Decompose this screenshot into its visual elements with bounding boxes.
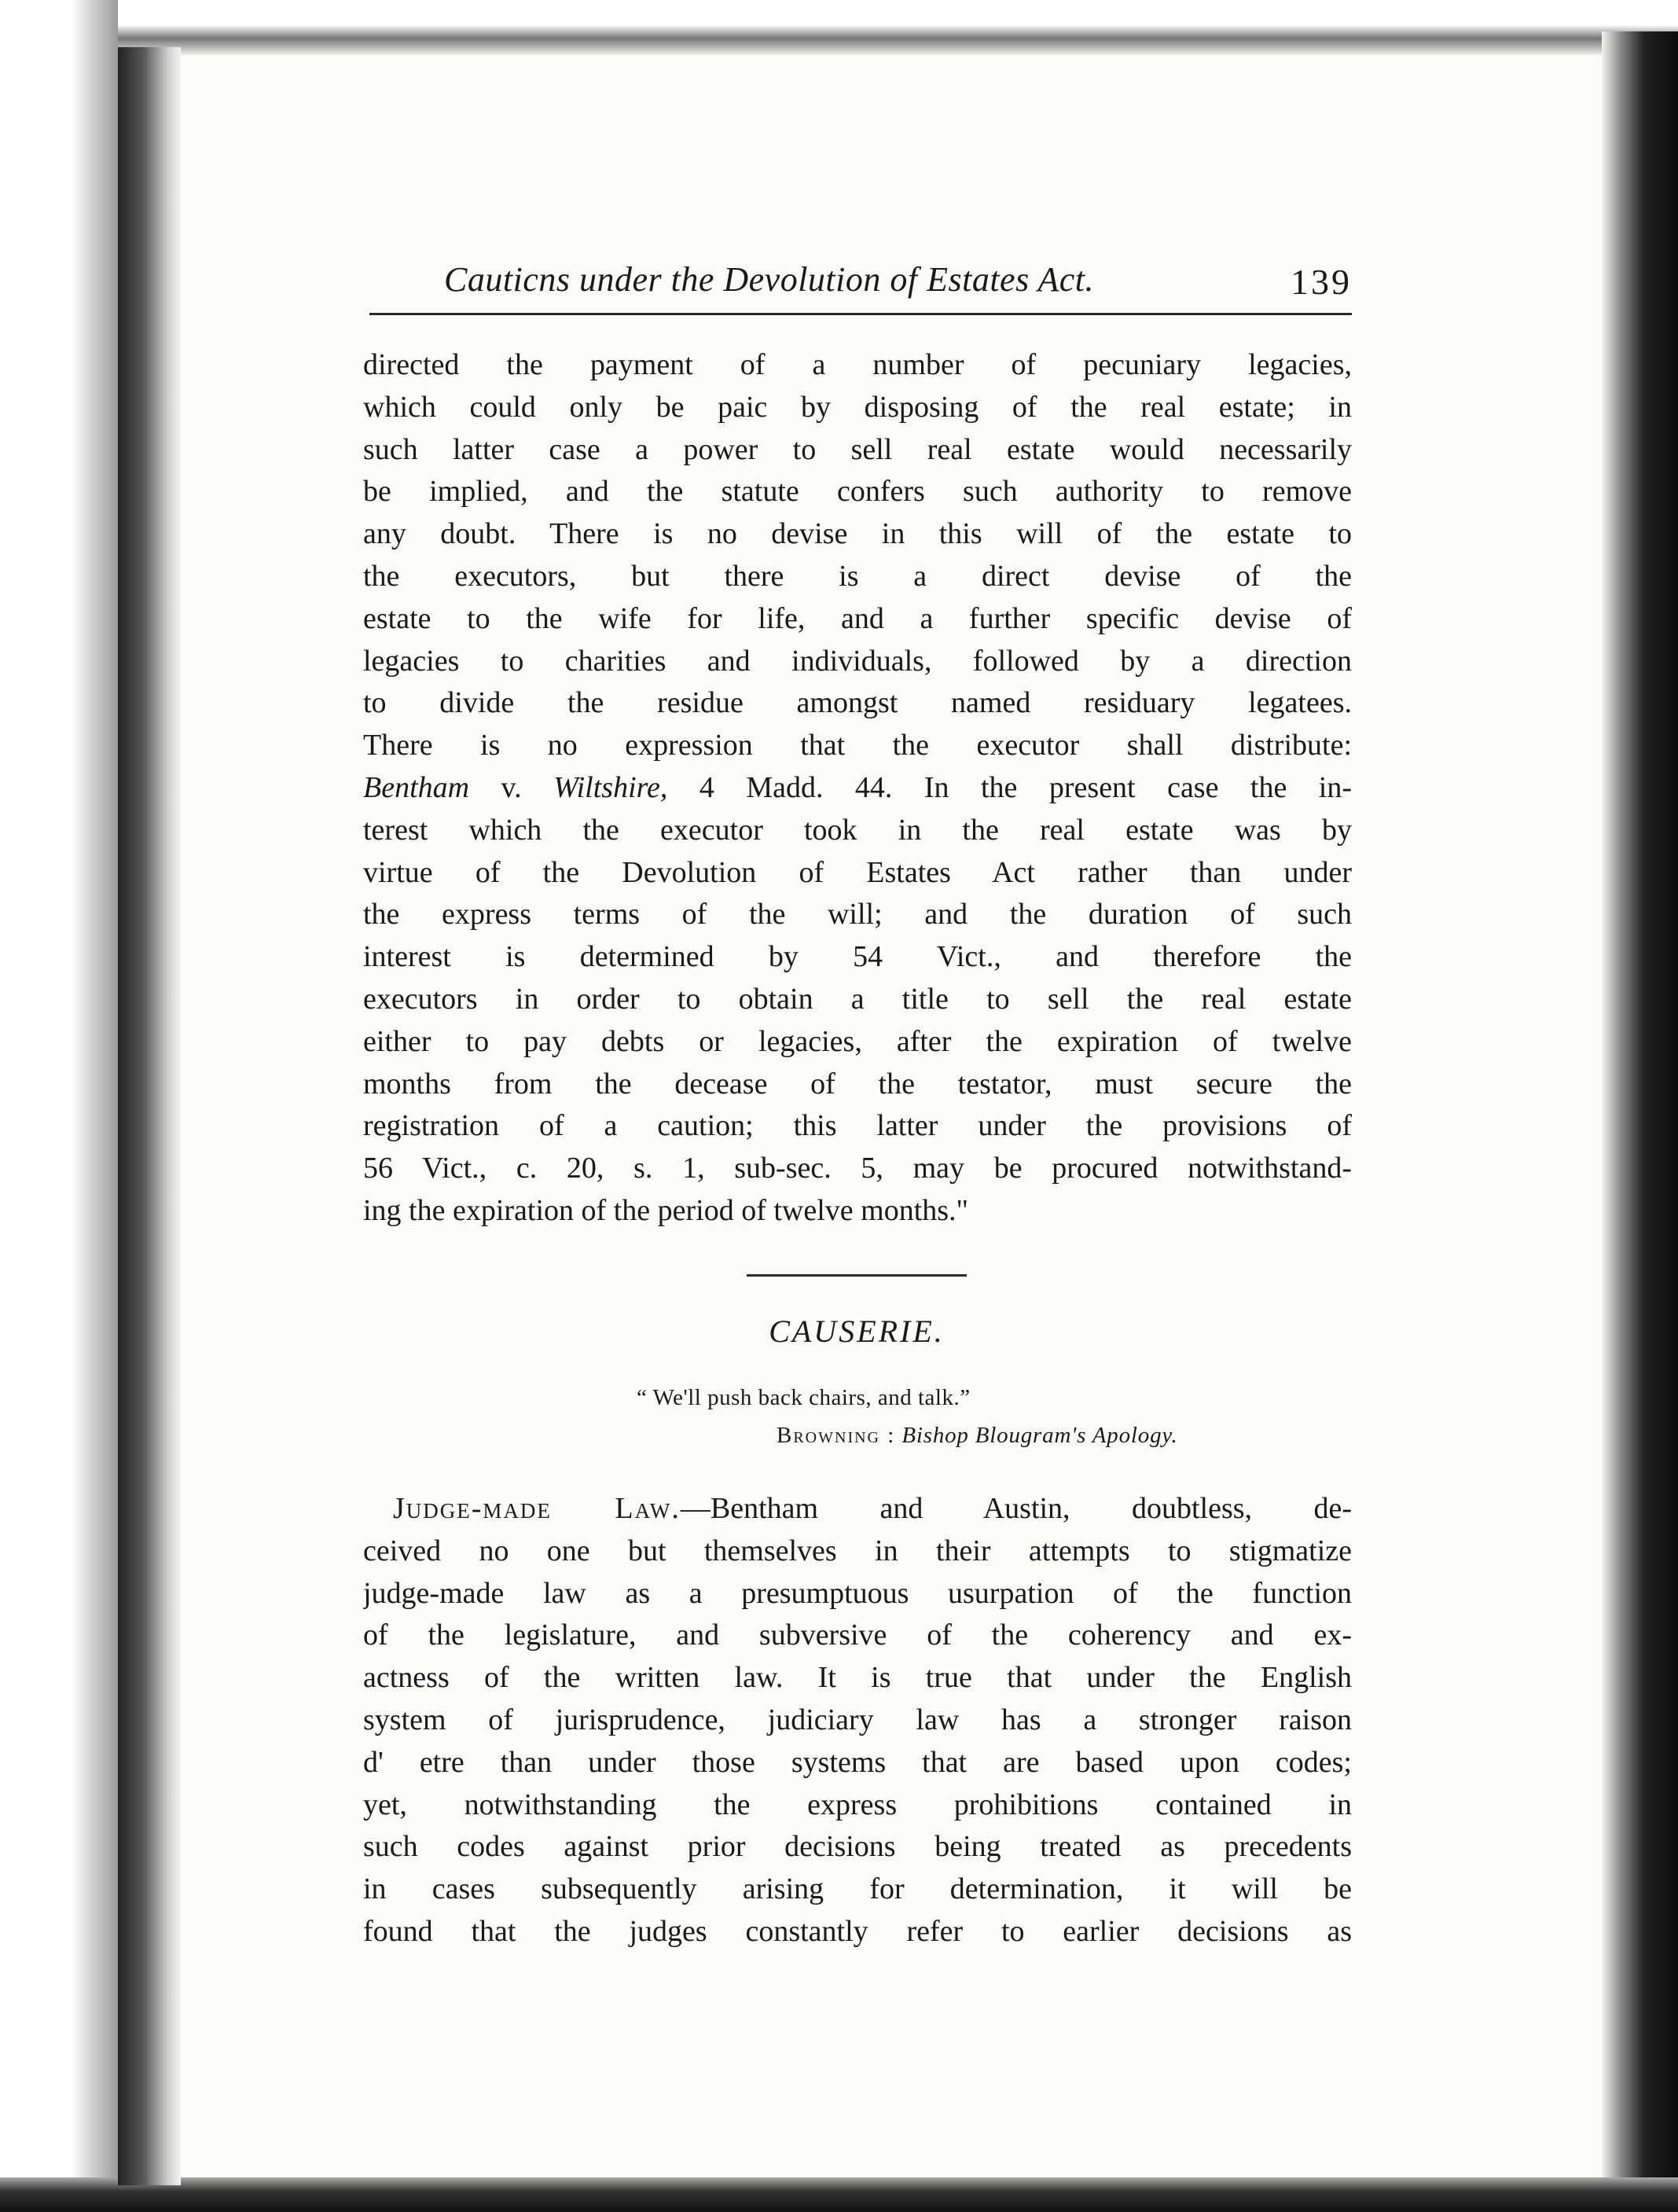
text-line: legacies to charities and individuals, followed by a direction [363, 644, 1352, 678]
text-line: ceived no one but themselves in their attempts to stigmatize [363, 1534, 1352, 1567]
text-line: judge-made law as a presumptuous usurpation of the function [363, 1576, 1352, 1610]
text-line: registration of a caution; this latter under the provisions of [363, 1109, 1352, 1143]
epigraph-quote: “ We'll push back chairs, and talk.” [637, 1385, 971, 1410]
scan-border-right [1602, 31, 1678, 2212]
text-line: There is no expression that the executor shall distribute: [363, 729, 1352, 762]
citation-line [363, 767, 1352, 810]
case-name: Wiltshire, [553, 770, 668, 804]
scan-border-top [118, 0, 1678, 55]
text-line: of the legislature, and subversive of the coherency and ex- [363, 1619, 1352, 1652]
case-versus: v. [501, 770, 522, 804]
text-line: estate to the wife for life, and a further specific devise of [363, 601, 1352, 635]
text-line: actness of the written law. It is true that under the English [363, 1661, 1352, 1695]
page-gutter-shadow [118, 47, 181, 2185]
epigraph-author: Browning : [777, 1423, 896, 1448]
paragraph-judge-made-law [363, 1488, 1352, 1953]
text-line: such latter case a power to sell real estate would necessarily [363, 432, 1352, 466]
citation-text: 4 Madd. 44. In the present case the in- [699, 770, 1352, 804]
text-line: system of jurisprudence, judiciary law has a stronger raison [363, 1703, 1352, 1736]
text-line: months from the decease of the testator, must secure the [363, 1067, 1352, 1100]
running-head [369, 259, 1352, 307]
text-line: terest which the executor took in the real estate was by [363, 813, 1352, 847]
case-name: Bentham [363, 770, 470, 804]
text-line: to divide the residue amongst named residuary legatees. [363, 686, 1352, 720]
paragraph-continued [363, 344, 1352, 1233]
text-line: either to pay debts or legacies, after the expiration of twelve [363, 1024, 1352, 1058]
text-line: found that the judges constantly refer to earlier decisions as [363, 1914, 1352, 1948]
text-line: any doubt. There is no devise in this will of the estate to [363, 517, 1352, 551]
text-line: be implied, and the statute confers such authority to remove [363, 475, 1352, 509]
text-line: executors in order to obtain a title to sell the real estate [363, 982, 1352, 1016]
running-head-title: Cauticns under the Devolution of Estates Act. [444, 260, 1095, 299]
text-line: ing the expiration of the period of twelve months." [363, 1193, 969, 1227]
scan-border-left [0, 0, 118, 2212]
text-line: such codes against prior decisions being treated as precedents [363, 1830, 1352, 1864]
text-line: the executors, but there is a direct devise of the [363, 559, 1352, 593]
header-rule [369, 313, 1352, 315]
text-line: interest is determined by 54 Vict., and therefore the [363, 940, 1352, 974]
text-line: virtue of the Devolution of Estates Act rather than under [363, 855, 1352, 889]
paragraph-lead-in: Judge-made Law. [393, 1492, 681, 1525]
text-line: 56 Vict., c. 20, s. 1, sub-sec. 5, may be procured notwithstand- [363, 1152, 1352, 1185]
text-line: in cases subsequently arising for determination, it will be [363, 1872, 1352, 1906]
text-line: directed the payment of a number of pecuniary legacies, [363, 348, 1352, 381]
paragraph-first-line [363, 1488, 1352, 1530]
section-heading: CAUSERIE. [769, 1314, 945, 1349]
text-line: which could only be paic by disposing of the real estate; in [363, 390, 1352, 424]
section-divider [747, 1274, 967, 1277]
text-segment: —Bentham and Austin, doubtless, de- [680, 1492, 1352, 1525]
epigraph-work: Bishop Blougram's Apology. [901, 1423, 1178, 1448]
text-line: d' etre than under those systems that are based upon codes; [363, 1745, 1352, 1779]
text-line: the express terms of the will; and the duration of such [363, 898, 1352, 931]
scan-border-bottom [0, 2177, 1678, 2212]
page-number: 139 [1291, 262, 1352, 302]
epigraph-attribution [777, 1423, 1178, 1449]
text-line: yet, notwithstanding the express prohibitions contained in [363, 1788, 1352, 1821]
